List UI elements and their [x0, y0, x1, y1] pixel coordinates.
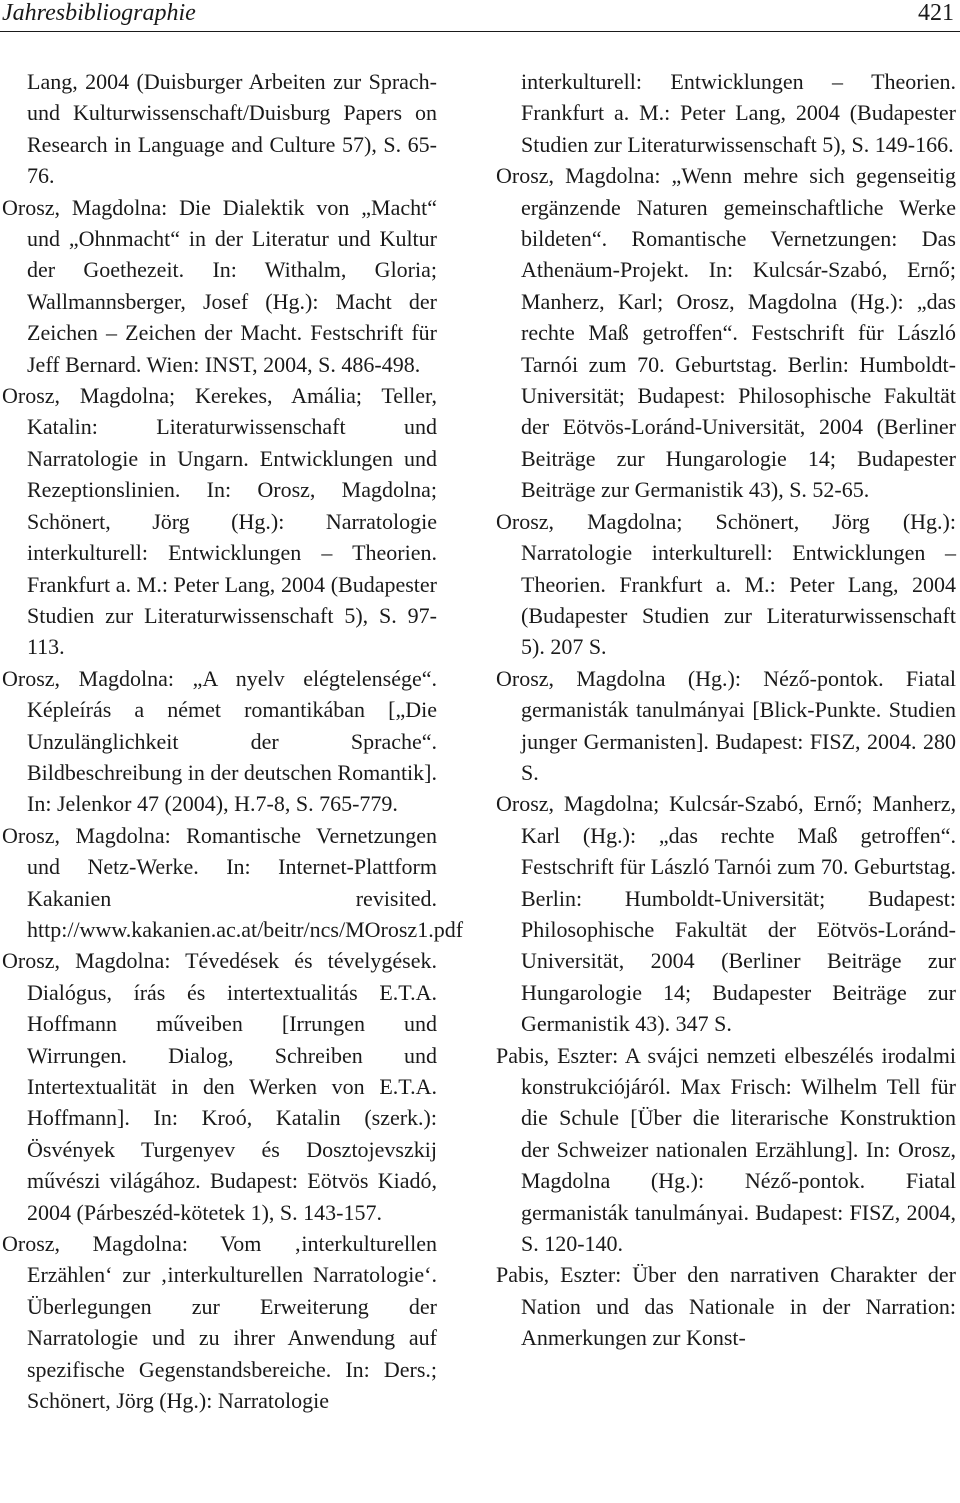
running-title: Jahresbibliographie — [2, 0, 196, 26]
page-number: 421 — [918, 0, 954, 26]
bib-entry: Orosz, Magdolna; Schönert, Jörg (Hg.): Narratologie interkulturell: Entwicklungen – Theorien. Frankfurt a. M.: Peter Lang, 2004 (Budapester Studien zur Literaturwissenschaft 5). 207 S. — [496, 508, 956, 660]
bib-entry: interkulturell: Entwicklungen – Theorien. Frankfurt a. M.: Peter Lang, 2004 (Budapester Studien zur Literaturwissenschaft 5), S. 149-166. — [521, 69, 956, 157]
bib-entry: Orosz, Magdolna: „Wenn mehre sich gegenseitig ergänzende Naturen gemeinschaftliche Werke bildeten“. Romantische Vernetzungen: Das Athenäum-Projekt. In: Kulcsár-Szabó, Ernő; Manherz, Karl; Orosz, Magdolna (Hg.): „das rechte Maß getroffen“. Festschrift für László Tarnói zum 70. Geburtstag. Berlin: Humboldt-Universität; Budapest: Philosophische Fakultät der Eötvös-Loránd-Universität, 2004 (Berliner Beiträge zur Hungarologie 14; Budapester Beiträge zur Germanistik 43), S. 52-65. — [496, 163, 956, 503]
bib-entry: Orosz, Magdolna; Kulcsár-Szabó, Ernő; Manherz, Karl (Hg.): „das rechte Maß getroffen“. Festschrift für László Tarnói zum 70. Geburtstag. Berlin: Humboldt-Universität; Budapest: Philosophische Fakultät der Eötvös-Loránd-Universität, 2004 (Berliner Beiträge zur Hungarologie 14; Budapester Beiträge zur Germanistik 43). 347 S. — [496, 791, 956, 1037]
bib-entry: Orosz, Magdolna (Hg.): Néző-pontok. Fiatal germanisták tanulmányai [Blick-Punkte. Studien junger Germanisten]. Budapest: FISZ, 2004. 280 S. — [496, 665, 956, 785]
bib-entry: Orosz, Magdolna; Kerekes, Amália; Teller, Katalin: Literaturwissenschaft und Narratologie in Ungarn. Entwicklungen und Rezeptionslinien. In: Orosz, Magdolna; Schönert, Jörg (Hg.): Narratologie interkulturell: Entwicklungen – Theorien. Frankfurt a. M.: Peter Lang, 2004 (Budapester Studien zur Literaturwissenschaft 5), S. 97-113. — [2, 383, 437, 660]
left-column — [2, 66, 464, 1416]
header-rule — [0, 31, 960, 32]
bib-entry: Orosz, Magdolna: Vom ‚interkulturellen Erzählen‘ zur ‚interkulturellen Narratologie‘. Überlegungen zur Erweiterung der Narratologie und zu ihrer Anwendung auf spezifische Gegenstandsbereiche. In: Ders.; Schönert, Jörg (Hg.): Narratologie — [2, 1231, 437, 1414]
bib-entry: Pabis, Eszter: A svájci nemzeti elbeszélés irodalmi konstrukciójáról. Max Frisch: Wilhelm Tell für die Schule [Über die literarische Konstruktion der Schweizer nationalen Erzählung]. In: Orosz, Magdolna (Hg.): Néző-pontok. Fiatal germanisták tanulmányai. Budapest: FISZ, 2004, S. 120-140. — [496, 1042, 956, 1257]
bib-entry: Pabis, Eszter: Über den narrativen Charakter der Nation und das Nationale in der Narration: Anmerkungen zur Konst- — [496, 1262, 956, 1351]
bib-entry: Orosz, Magdolna: Romantische Vernetzungen und Netz-Werke. In: Internet-Plattform Kakanien revisited. http://www.kakanien.ac.at/beitr/ncs/MOrosz1.pdf — [2, 822, 464, 942]
bib-entry: Orosz, Magdolna: Tévedések és tévelygések. Dialógus, írás és intertextualitás E.T.A. Hoffmann műveiben [Irrungen und Wirrungen. Dialog, Schreiben und Intertextualität in den Werken von E.T.A. Hoffmann]. In: Kroó, Katalin (szerk.): Ösvények Turgenyev és Dosztojevszkij művészi világához. Budapest: Eötvös Kiadó, 2004 (Párbeszéd-kötetek 1), S. 143-157. — [2, 948, 437, 1225]
bib-entry: Orosz, Magdolna: Die Dialektik von „Macht“ und „Ohnmacht“ in der Literatur und Kultur der Goethezeit. In: Withalm, Gloria; Wallmannsberger, Josef (Hg.): Macht der Zeichen – Zeichen der Macht. Festschrift für Jeff Bernard. Wien: INST, 2004, S. 486-498. — [2, 194, 437, 377]
bib-entry: Orosz, Magdolna: „A nyelv elégtelensége“. Képleírás a német romantikában [„Die Unzulänglichkeit der Sprache“. Bildbeschreibung in der deutschen Romantik]. In: Jelenkor 47 (2004), H.7-8, S. 765-779. — [2, 665, 437, 817]
bib-entry: Lang, 2004 (Duisburger Arbeiten zur Sprach- und Kulturwissenschaft/Duisburg Papers on Research in Language and Culture 57), S. 65-76. — [27, 69, 437, 189]
page-header — [0, 0, 960, 42]
right-column — [496, 66, 956, 1354]
